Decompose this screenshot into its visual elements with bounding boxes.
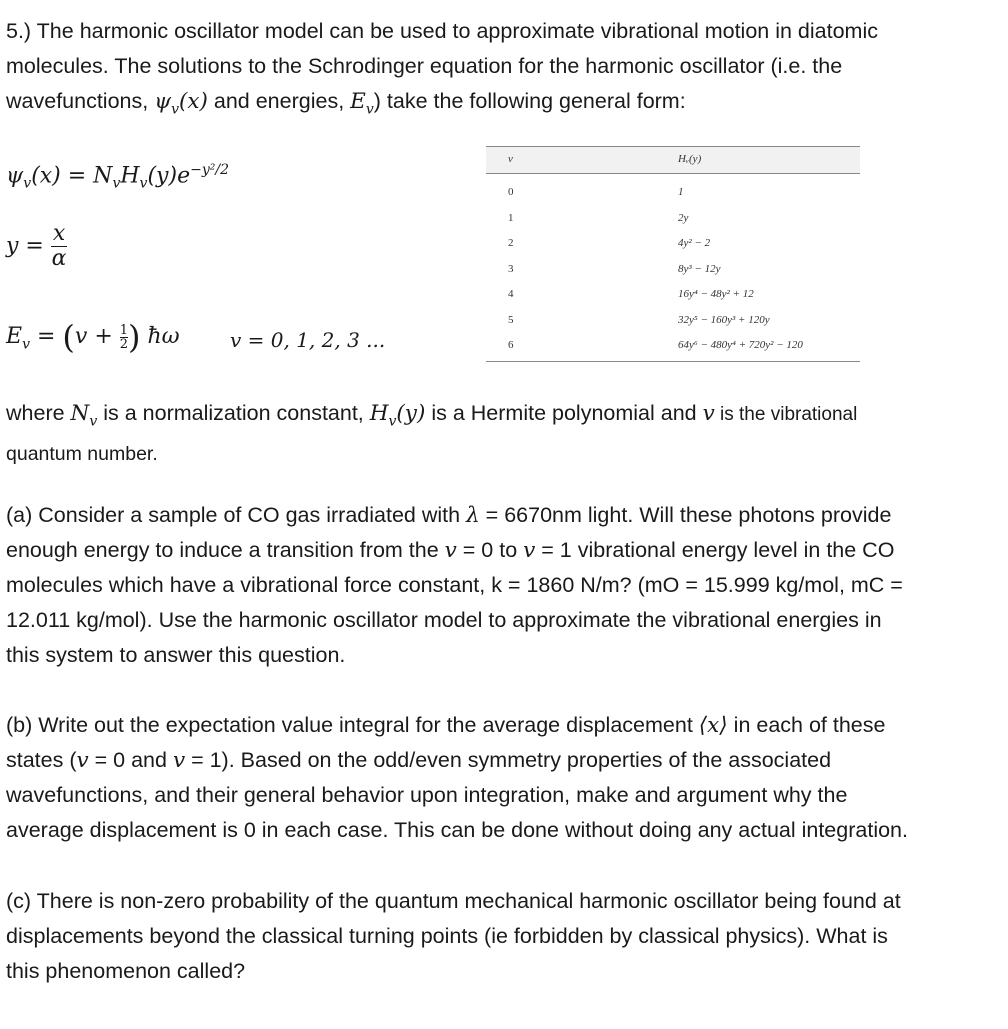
where-n: N xyxy=(70,401,90,426)
table-row xyxy=(486,206,860,232)
table-cell-v: 1 xyxy=(508,211,514,224)
eq-h: H xyxy=(120,163,140,189)
part-c-paragraph xyxy=(6,884,980,989)
table-row xyxy=(486,282,860,308)
where-v: v xyxy=(702,401,715,426)
part-c-line-2: displacements beyond the classical turning points (ie forbidden by classical physics). What is xyxy=(6,924,888,948)
part-a-paragraph xyxy=(6,498,980,673)
part-b-line-2 xyxy=(6,743,980,778)
eq-e: E xyxy=(6,324,23,349)
table-cell-hermite: 64y⁶ − 480y⁴ + 720y² − 120 xyxy=(678,339,803,351)
psi-argument: (x) xyxy=(179,89,208,114)
eq-e-sub: v xyxy=(22,336,30,353)
part-a-line-4: 12.011 kg/mol). Use the harmonic oscillator model to approximate the vibrational energies in xyxy=(6,608,882,632)
eq-e-inner: v + xyxy=(74,324,120,349)
table-header-hv: Hᵥ(y) xyxy=(678,153,702,165)
table-cell-v: 2 xyxy=(508,237,514,249)
intro-line-3-suffix: ) take the following general form: xyxy=(373,89,686,113)
y-fraction-numerator: x xyxy=(52,221,66,246)
part-a-line-5: this system to answer this question. xyxy=(6,643,346,667)
table-row xyxy=(486,333,860,359)
x-expectation-symbol: ⟨x⟩ xyxy=(698,713,728,738)
part-a-line-1 xyxy=(6,498,980,533)
eq-psi-rest: (x) = N xyxy=(31,163,113,189)
where-text-d: is the vibrational xyxy=(714,404,858,425)
half-fraction xyxy=(120,324,128,351)
lambda-symbol: λ xyxy=(466,503,480,528)
hermite-polynomial-table xyxy=(486,146,860,362)
where-text-c: is a Hermite polynomial and xyxy=(425,401,703,425)
part-a-text-c: enough energy to induce a transition from the xyxy=(6,538,445,562)
table-cell-hermite: 16y⁴ − 48y² + 12 xyxy=(678,288,754,300)
table-header-v: v xyxy=(508,153,513,165)
table-cell-hermite: 4y² − 2 xyxy=(678,237,711,249)
table-row xyxy=(486,231,860,257)
intro-line-1: 5.) The harmonic oscillator model can be used to approximate vibrational motion in diatomic xyxy=(6,19,878,43)
intro-line-3-prefix: wavefunctions, xyxy=(6,89,155,113)
table-cell-hermite: 32y⁵ − 160y³ + 120y xyxy=(678,313,770,326)
where-paragraph xyxy=(6,396,980,469)
table-cell-hermite: 1 xyxy=(678,186,684,198)
eq-psi: ψ xyxy=(6,163,24,189)
y-fraction xyxy=(51,222,67,271)
table-row xyxy=(486,257,860,283)
eq-exponent: −y²/2 xyxy=(190,162,229,178)
eq-e-equals: = xyxy=(29,324,63,349)
quantum-number-values: v = 0, 1, 2, 3 ... xyxy=(230,328,386,352)
part-b-line-1 xyxy=(6,708,980,743)
energy-symbol: E xyxy=(350,89,366,114)
table-cell-v: 3 xyxy=(508,262,514,275)
where-h: H xyxy=(369,401,389,426)
where-line-2: quantum number. xyxy=(6,443,158,466)
part-a-line-2 xyxy=(6,533,980,568)
intro-line-2: molecules. The solutions to the Schrodinger equation for the harmonic oscillator (i.e. the xyxy=(6,54,843,78)
psi-subscript: v xyxy=(171,101,179,118)
y-fraction-denominator: α xyxy=(51,246,67,271)
part-b-text-b: in each of these xyxy=(727,713,886,737)
table-header xyxy=(486,146,860,174)
where-h-arg: (y) xyxy=(396,401,426,426)
part-b-text-e: = 1). Based on the odd/even symmetry properties of the associated xyxy=(185,748,832,772)
part-c-line-3: this phenomenon called? xyxy=(6,959,246,983)
where-text-b: is a normalization constant, xyxy=(97,401,370,425)
where-text-a: where xyxy=(6,401,71,425)
y-definition-equation xyxy=(6,222,67,271)
part-a-v2: v xyxy=(523,538,536,563)
table-cell-v: 6 xyxy=(508,339,514,351)
eq-psi-sub: v xyxy=(23,175,32,192)
energy-equation: $E_v = (v$ + $\frac{1}{2}$ ) ħω xyxy=(6,318,180,356)
where-n-sub: v xyxy=(89,413,98,430)
eq-y-lhs: y = xyxy=(6,233,44,259)
table-cell-v: 5 xyxy=(508,313,514,326)
part-b-v2: v xyxy=(172,748,186,773)
part-b-v1: v xyxy=(76,748,89,773)
table-cell-hermite: 8y³ − 12y xyxy=(678,262,721,275)
intro-line-3-mid: and energies, xyxy=(207,89,351,113)
part-a-text-a: (a) Consider a sample of CO gas irradiated with xyxy=(6,503,467,527)
table-row xyxy=(486,180,860,206)
table-body xyxy=(486,174,860,362)
part-a-text-b: = 6670nm light. Will these photons provide xyxy=(479,503,892,527)
part-a-text-e: = 1 vibrational energy level in the CO xyxy=(535,538,895,562)
half-denominator: 2 xyxy=(119,336,129,352)
part-b-line-3: wavefunctions, and their general behavior upon integration, make and argument why the xyxy=(6,783,848,807)
eq-n-sub: v xyxy=(112,175,121,192)
part-a-v1: v xyxy=(444,538,457,563)
part-b-paragraph xyxy=(6,708,980,848)
part-b-line-4: average displacement is 0 in each case. This can be done without doing any actual integration. xyxy=(6,818,908,842)
eq-h-sub: v xyxy=(139,175,148,192)
intro-line-3 xyxy=(6,84,980,127)
where-line-1 xyxy=(6,396,980,439)
table-cell-v: 0 xyxy=(508,186,514,198)
part-a-line-3: molecules which have a vibrational force constant, k = 1860 N/m? (mO = 15.999 kg/mol, mC = xyxy=(6,573,903,597)
energy-subscript: v xyxy=(365,101,374,118)
eq-hbar-omega: ħω xyxy=(147,324,180,349)
part-b-text-c: states ( xyxy=(6,748,77,772)
part-b-text-a: (b) Write out the expectation value integral for the average displacement xyxy=(6,713,699,737)
table-cell-hermite: 2y xyxy=(678,211,689,224)
part-b-text-d: = 0 and xyxy=(88,748,173,772)
wavefunction-equation xyxy=(6,162,229,192)
where-h-sub: v xyxy=(388,413,397,430)
part-c-line-1: (c) There is non-zero probability of the quantum mechanical harmonic oscillator being found at xyxy=(6,889,901,913)
eq-exp-base: (y)e xyxy=(147,163,191,189)
part-a-text-d: = 0 to xyxy=(456,538,524,562)
table-cell-v: 4 xyxy=(508,288,514,300)
table-row xyxy=(486,308,860,334)
psi-symbol: ψ xyxy=(154,89,172,114)
intro-paragraph xyxy=(6,14,980,127)
half-numerator: 1 xyxy=(119,322,129,338)
